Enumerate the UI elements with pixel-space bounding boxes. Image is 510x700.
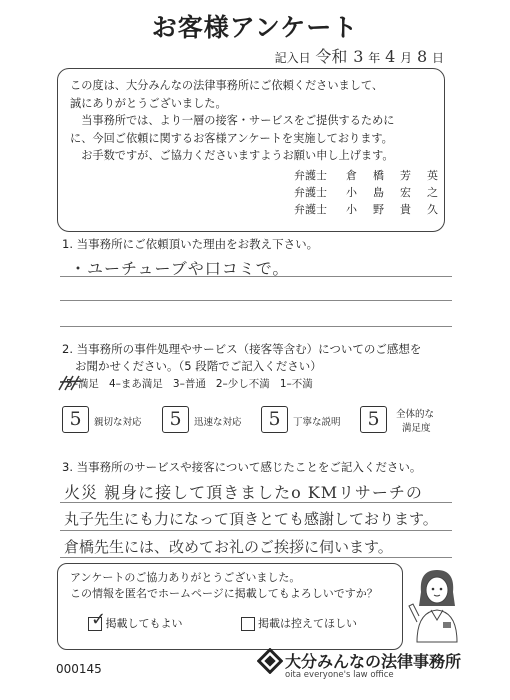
date-month: 4 xyxy=(385,47,396,66)
scale-text: 満足 xyxy=(77,378,99,390)
rating-box-kindness[interactable]: 5 xyxy=(62,406,89,433)
intro-box xyxy=(57,68,445,232)
scale-sep: – xyxy=(115,378,121,390)
date-year: 3 xyxy=(353,47,364,66)
consent-line1: アンケートのご協力ありがとうございました。 xyxy=(70,571,301,584)
date-era: 令和 xyxy=(315,47,348,66)
checkbox-decline[interactable] xyxy=(241,617,255,631)
scale-sep: – xyxy=(72,378,78,390)
q2-label-line2: お聞かせください。（5 段階でご記入ください） xyxy=(75,359,322,373)
signature-block xyxy=(70,167,438,218)
answer-line xyxy=(60,326,452,327)
intro-line: に、今回ご依頼に関するお客様アンケートを実施しております。 xyxy=(70,131,393,145)
rating-box-explanation[interactable]: 5 xyxy=(261,406,288,433)
date-day: 8 xyxy=(416,47,428,66)
consent-options xyxy=(70,609,390,632)
consent-option-label: 掲載してもよい xyxy=(105,617,183,630)
rating-box-speed[interactable]: 5 xyxy=(162,406,189,433)
firm-name-en: oita everyone's law office xyxy=(285,670,394,680)
entry-date xyxy=(275,44,444,67)
q3-answer-line[interactable]: 火災 親身に接して頂きましたo KMリサーチの xyxy=(64,483,423,502)
name-char: 宏 xyxy=(400,185,411,199)
rating-label: 丁寧な説明 xyxy=(293,417,341,428)
name-char: 野 xyxy=(373,202,384,216)
scale-text: 普通 xyxy=(184,378,206,390)
scale-sep: – xyxy=(222,378,228,390)
answer-line xyxy=(60,502,452,503)
q3-answer-line[interactable]: 丸子先生にも力になって頂きとても感謝しております。 xyxy=(64,510,438,528)
signature-row xyxy=(70,184,438,201)
intro-line: 当事務所では、より一層の接客・サービスをご提供するために xyxy=(81,114,395,127)
check-icon: ✓ xyxy=(91,609,107,630)
q3-label: 3. 当事務所のサービスや接客について感じたことをご記入ください。 xyxy=(62,460,422,474)
scale-sep: – xyxy=(179,378,185,390)
name-char: 久 xyxy=(427,202,438,216)
date-day-unit: 日 xyxy=(431,51,444,65)
q1-answer[interactable]: ・ユーチューブや口コミで。 xyxy=(70,259,290,278)
signature-role: 弁護士 xyxy=(294,185,327,199)
intro-line: 誠にありがとうございました。 xyxy=(70,96,227,110)
firm-name: 大分みんなの法律事務所 xyxy=(285,652,462,671)
name-char: 倉 xyxy=(346,168,357,182)
consent-option-allow[interactable] xyxy=(88,609,183,632)
consent-box xyxy=(57,563,403,650)
q2-label-line1: 2. 当事務所の事件処理やサービス（接客等含む）についてのご感想を xyxy=(62,342,422,356)
page-title: お客様アンケート xyxy=(151,13,359,42)
scale-num: 2 xyxy=(215,378,223,390)
name-char: 小 xyxy=(346,185,357,199)
name-char: 之 xyxy=(427,185,438,199)
signature-name xyxy=(346,167,438,184)
signature-row xyxy=(70,201,438,218)
date-label: 記入日 xyxy=(274,51,311,65)
signature-name xyxy=(346,184,438,201)
signature-name xyxy=(346,201,438,218)
checkbox-allow[interactable] xyxy=(88,609,107,631)
scale-text: まあ満足 xyxy=(120,378,163,390)
answer-line xyxy=(60,276,452,277)
scale-text: 不満 xyxy=(291,378,313,390)
signature-row xyxy=(70,167,438,184)
scale-sep: – xyxy=(286,378,292,390)
scale-num: 5 xyxy=(66,378,73,390)
consent-option-label: 掲載は控えてほしい xyxy=(258,617,357,630)
scale-num: 3 xyxy=(172,378,180,390)
q3-answer-line[interactable]: 倉橋先生には、改めてお礼のご挨拶に伺います。 xyxy=(64,538,393,556)
q1-label: 1. 当事務所にご依頼頂いた理由をお教え下さい。 xyxy=(62,237,319,251)
signature-role: 弁護士 xyxy=(294,168,327,182)
rating-label: 迅速な対応 xyxy=(194,417,242,428)
scribble-mark xyxy=(57,372,87,394)
scale-num: 1 xyxy=(279,378,287,390)
answer-line xyxy=(60,530,452,531)
name-char: 英 xyxy=(427,168,438,182)
scale-text: 少し不満 xyxy=(227,378,270,390)
receptionist-illustration xyxy=(405,562,465,644)
intro-line: この度は、大分みんなの法律事務所にご依頼くださいまして、 xyxy=(70,79,384,92)
consent-line2: この情報を匿名でホームページに掲載してもよろしいですか？ xyxy=(70,587,378,600)
scale-num: 4 xyxy=(108,378,116,390)
firm-logo-icon xyxy=(257,648,283,674)
rating-label: 親切な対応 xyxy=(94,417,142,428)
name-char: 貴 xyxy=(400,202,411,216)
name-char: 島 xyxy=(373,185,384,199)
answer-line xyxy=(60,557,452,558)
rating-label: 全体的な xyxy=(396,409,435,420)
name-char: 芳 xyxy=(400,168,411,182)
date-year-unit: 年 xyxy=(368,51,381,65)
date-month-unit: 月 xyxy=(400,51,413,65)
name-char: 小 xyxy=(346,202,357,216)
signature-role: 弁護士 xyxy=(294,202,327,216)
name-char: 橋 xyxy=(373,168,384,182)
rating-scale xyxy=(66,376,313,391)
answer-line xyxy=(60,300,452,301)
rating-box-overall[interactable]: 5 xyxy=(360,406,387,433)
rating-label: 満足度 xyxy=(402,423,431,434)
consent-option-decline[interactable] xyxy=(241,616,358,632)
intro-line: お手数ですが、ご協力くださいますようお願い申し上げます。 xyxy=(81,149,394,162)
document-id: 000145 xyxy=(56,662,102,676)
